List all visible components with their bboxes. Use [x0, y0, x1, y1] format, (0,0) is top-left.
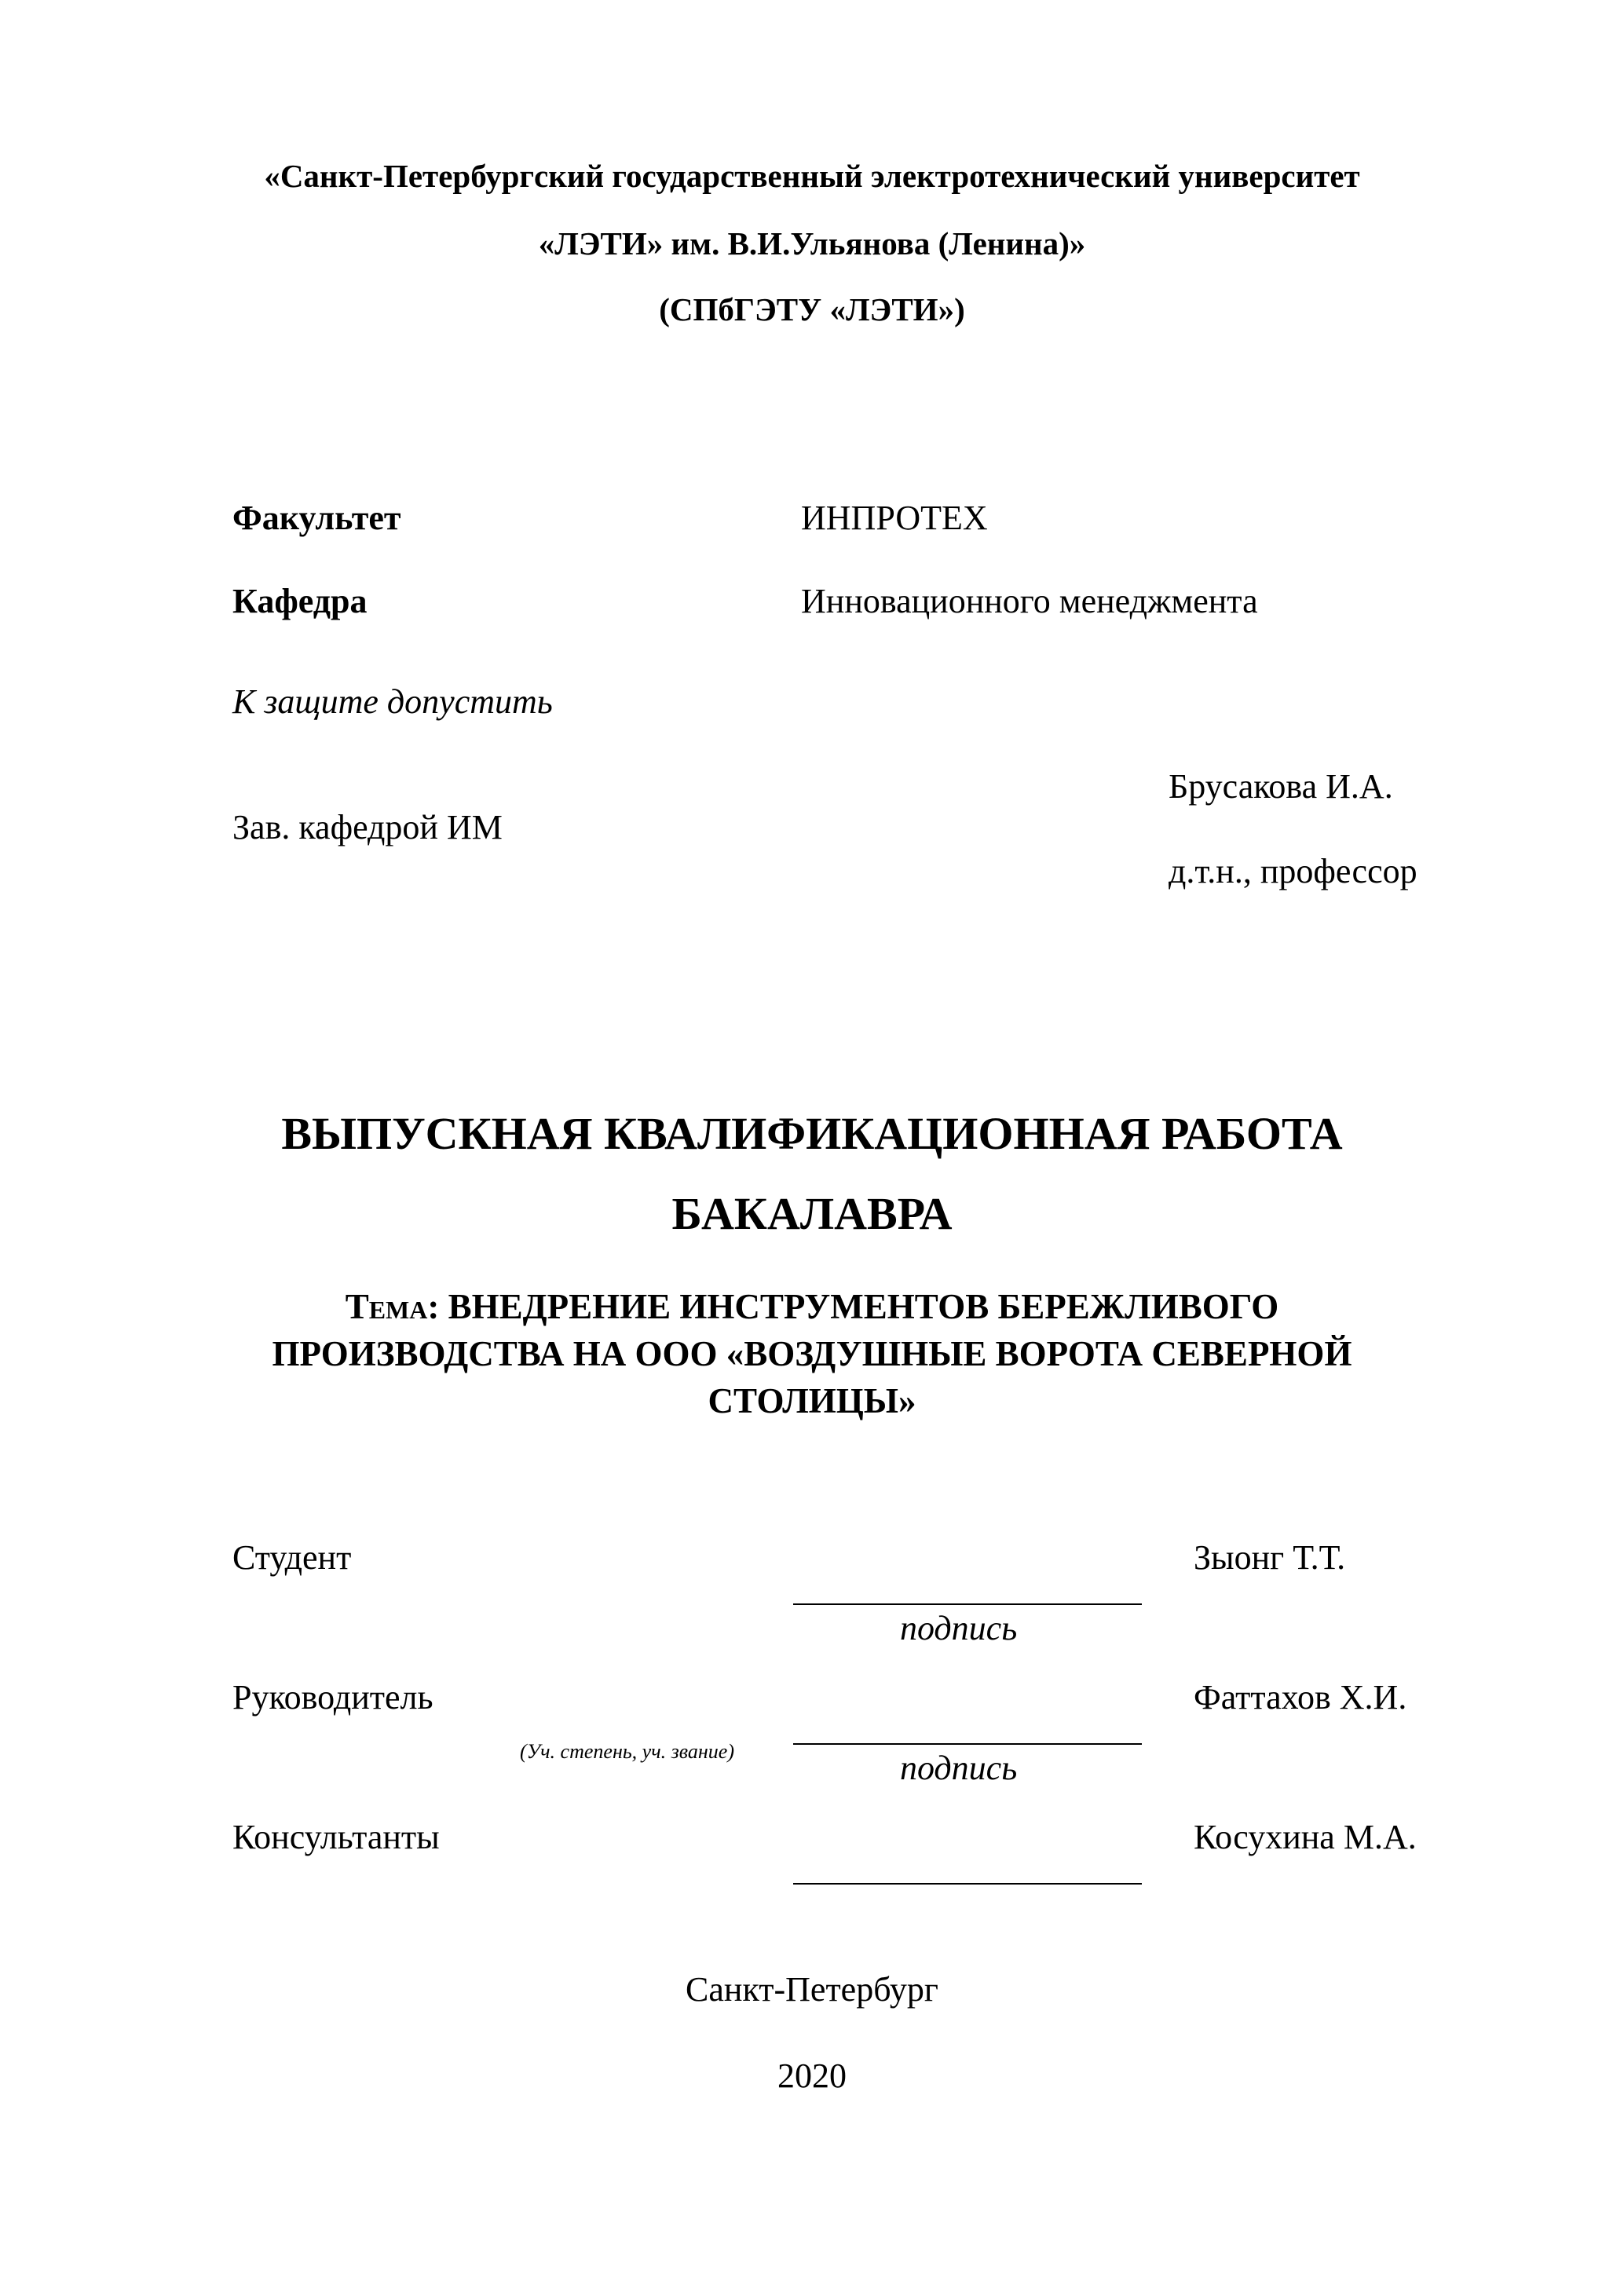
- supervisor-label: Руководитель: [232, 1678, 433, 1717]
- student-signature-line: [793, 1603, 1142, 1605]
- topic-line2: ПРОИЗВОДСТВА НА ООО «ВОЗДУШНЫЕ ВОРОТА СЕВЕРНОЙ: [272, 1334, 1352, 1373]
- head-of-department-name: Брусакова И.А.: [1169, 767, 1393, 806]
- document-title-line2: БАКАЛАВРА: [671, 1188, 953, 1239]
- faculty-value: ИНПРОТЕХ: [801, 499, 988, 537]
- footer-year: 2020: [777, 2057, 847, 2095]
- topic-line1-text: : ВНЕДРЕНИЕ ИНСТРУМЕНТОВ БЕРЕЖЛИВОГО: [427, 1287, 1279, 1326]
- consultant-signature-line: [793, 1883, 1142, 1885]
- topic-line3: СТОЛИЦЫ»: [708, 1381, 916, 1420]
- department-value: Инновационного менеджмента: [801, 582, 1258, 620]
- head-of-department-label: Зав. кафедрой ИМ: [232, 808, 503, 846]
- consultant-name: Косухина М.А.: [1194, 1818, 1417, 1856]
- footer-city: Санкт-Петербург: [686, 1970, 938, 2009]
- university-abbreviation: (СПбГЭТУ «ЛЭТИ»): [659, 291, 965, 327]
- supervisor-name: Фаттахов Х.И.: [1194, 1678, 1407, 1717]
- student-name: Зыонг Т.Т.: [1194, 1538, 1346, 1577]
- supervisor-signature-line: [793, 1743, 1142, 1745]
- supervisor-signature-caption: подпись: [900, 1749, 1018, 1787]
- topic-line1: [0, 1286, 1624, 1327]
- student-label: Студент: [232, 1538, 352, 1577]
- department-label: Кафедра: [232, 582, 368, 620]
- admit-to-defense: К защите допустить: [232, 682, 553, 721]
- faculty-label: Факультет: [232, 499, 401, 537]
- document-title-line1: ВЫПУСКНАЯ КВАЛИФИКАЦИОННАЯ РАБОТА: [281, 1108, 1343, 1159]
- student-signature-caption: подпись: [900, 1609, 1018, 1647]
- university-name-line1: «Санкт-Петербургский государственный электротехнический университет: [264, 158, 1360, 194]
- head-of-department-degree: д.т.н., профессор: [1169, 852, 1417, 890]
- topic-prefix: Тема: [345, 1287, 428, 1326]
- consultants-label: Консультанты: [232, 1818, 440, 1856]
- university-name-line2: «ЛЭТИ» им. В.И.Ульянова (Ленина)»: [538, 225, 1086, 261]
- supervisor-degree-hint: (Уч. степень, уч. звание): [520, 1740, 734, 1763]
